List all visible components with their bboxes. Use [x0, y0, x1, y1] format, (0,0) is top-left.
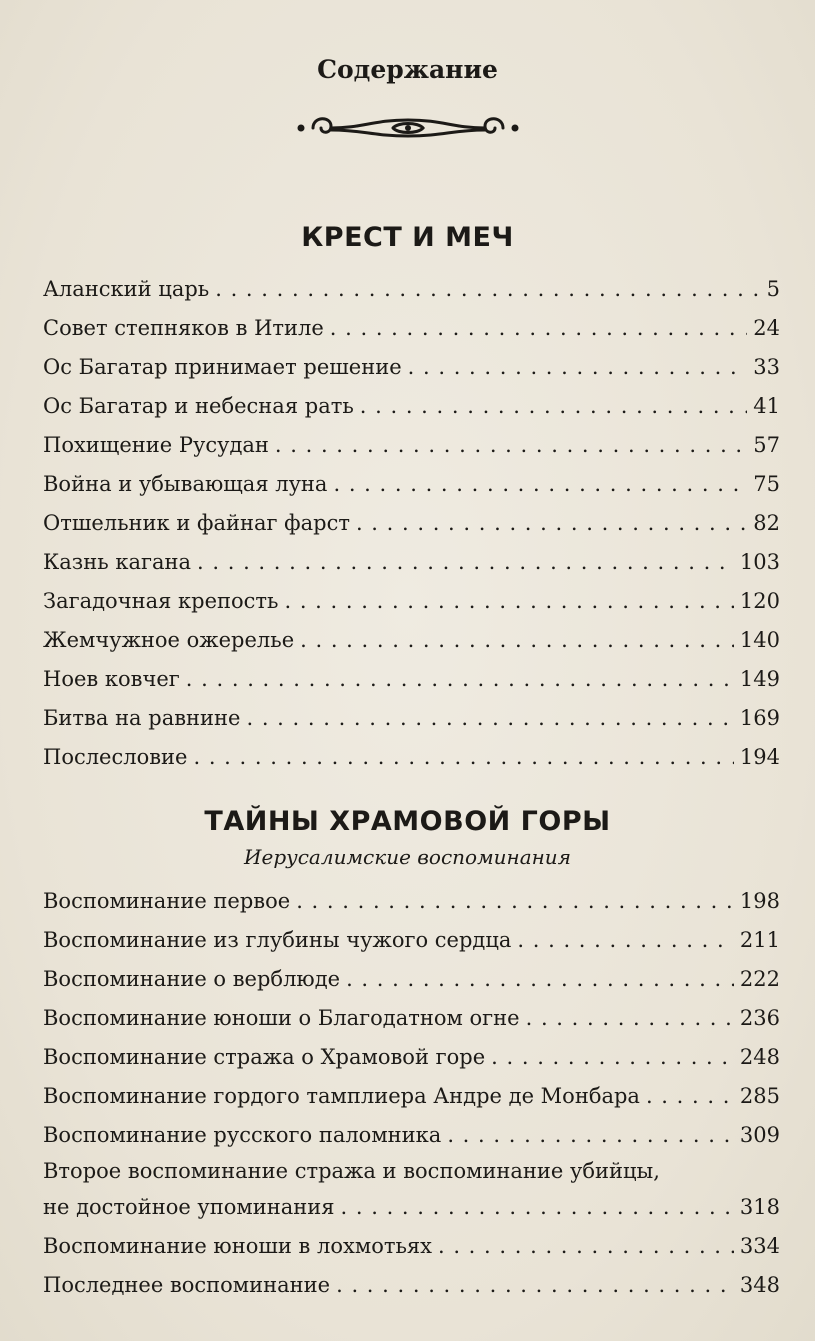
- toc-entry[interactable]: [43, 882, 780, 921]
- toc-entry-title: Похищение Русудан: [43, 433, 269, 457]
- dot-leader: [296, 882, 734, 921]
- dot-leader: [491, 1038, 734, 1077]
- toc-entry[interactable]: [43, 1155, 780, 1227]
- dot-leader: [246, 699, 733, 738]
- dot-leader: [408, 348, 748, 387]
- toc-entry-page: 75: [753, 472, 780, 496]
- toc-entry-title: Казнь кагана: [43, 550, 192, 574]
- toc-entry[interactable]: [43, 1038, 780, 1077]
- toc-entry-title: Последнее воспоминание: [43, 1273, 331, 1297]
- toc-entry-title: Ноев ковчег: [43, 667, 180, 691]
- toc-entry-title: Жемчужное ожерелье: [43, 628, 295, 652]
- ornament-divider-icon: [293, 108, 523, 148]
- toc-entry-title: Воспоминание русского паломника: [43, 1123, 442, 1147]
- toc-entry[interactable]: [43, 1116, 780, 1155]
- dot-leader: [300, 621, 734, 660]
- toc-entry-title: Воспоминание гордого тамплиера Андре де Монбара: [43, 1084, 640, 1108]
- toc-entry-title: Воспоминание стража о Храмовой горе: [43, 1045, 486, 1069]
- dot-leader: [438, 1227, 734, 1266]
- toc-entry-title: Ос Багатар и небесная рать: [43, 394, 354, 418]
- toc-entry-page: 318: [739, 1195, 780, 1219]
- toc-entry[interactable]: [43, 921, 780, 960]
- toc-entry-title: Ос Багатар принимает решение: [43, 355, 402, 379]
- toc-entry[interactable]: [43, 582, 780, 621]
- toc-entry-page: 120: [739, 589, 780, 613]
- dot-leader: [333, 465, 747, 504]
- toc-entry[interactable]: [43, 1227, 780, 1266]
- toc-entry[interactable]: [43, 348, 780, 387]
- toc-entry-page: 169: [739, 706, 780, 730]
- toc-entry-title: Загадочная крепость: [43, 589, 279, 613]
- toc-entry[interactable]: [43, 270, 780, 309]
- toc-list-section-2: [43, 882, 780, 1305]
- toc-entry[interactable]: [43, 1077, 780, 1116]
- toc-entry-page: 140: [739, 628, 780, 652]
- toc-entry[interactable]: [43, 999, 780, 1038]
- dot-leader: [526, 999, 734, 1038]
- toc-entry-page: 194: [739, 745, 780, 769]
- toc-entry-page: 236: [739, 1006, 780, 1030]
- toc-entry[interactable]: [43, 309, 780, 348]
- toc-entry-page: 57: [753, 433, 780, 457]
- dot-leader: [356, 504, 747, 543]
- toc-entry-page: 198: [739, 889, 780, 913]
- section-title-tainy-hramovoy-gory: ТАЙНЫ ХРАМОВОЙ ГОРЫ: [204, 806, 611, 837]
- toc-entry-title: Воспоминание о верблюде: [43, 967, 341, 991]
- toc-entry-title: Воспоминание из глубины чужого сердца: [43, 928, 512, 952]
- toc-entry-title: Война и убывающая луна: [43, 472, 328, 496]
- toc-entry[interactable]: [43, 465, 780, 504]
- toc-entry-page: 248: [739, 1045, 780, 1069]
- toc-entry-title: Совет степняков в Итиле: [43, 316, 324, 340]
- toc-entry-title-line2: не достойное упоминания: [43, 1195, 335, 1219]
- toc-entry-page: 149: [739, 667, 780, 691]
- toc-entry[interactable]: [43, 426, 780, 465]
- toc-entry[interactable]: [43, 621, 780, 660]
- toc-entry-title: Воспоминание юноши о Благодатном огне: [43, 1006, 520, 1030]
- dot-leader: [360, 387, 748, 426]
- page-title: Содержание: [317, 55, 498, 84]
- toc-entry-page: 82: [753, 511, 780, 535]
- toc-entry-page: 5: [766, 277, 780, 301]
- dot-leader: [275, 426, 747, 465]
- toc-list-section-1: [43, 270, 780, 777]
- dot-leader: [346, 960, 734, 999]
- toc-entry-title: Послесловие: [43, 745, 188, 769]
- toc-entry[interactable]: [43, 660, 780, 699]
- toc-entry-title: Аланский царь: [43, 277, 210, 301]
- dot-leader: [284, 582, 733, 621]
- toc-entry-page: 24: [753, 316, 780, 340]
- toc-entry[interactable]: [43, 699, 780, 738]
- toc-entry-title: Воспоминание первое: [43, 889, 291, 913]
- toc-entry-page: 309: [739, 1123, 780, 1147]
- toc-entry-page: 334: [739, 1234, 780, 1258]
- toc-entry-title-line1: Второе воспоминание стража и воспоминание убийцы,: [43, 1159, 660, 1183]
- dot-leader: [646, 1077, 734, 1116]
- toc-entry-page: 222: [739, 967, 780, 991]
- dot-leader: [193, 738, 733, 777]
- toc-entry-title: Битва на равнине: [43, 706, 241, 730]
- toc-entry[interactable]: [43, 1266, 780, 1305]
- toc-entry-page: 103: [739, 550, 780, 574]
- toc-entry-title: Воспоминание юноши в лохмотьях: [43, 1234, 432, 1258]
- dot-leader: [341, 1187, 734, 1227]
- dot-leader: [330, 309, 748, 348]
- toc-entry[interactable]: [43, 543, 780, 582]
- toc-entry[interactable]: [43, 387, 780, 426]
- dot-leader: [517, 921, 734, 960]
- toc-entry-page: 285: [739, 1084, 780, 1108]
- dot-leader: [186, 660, 734, 699]
- dot-leader: [336, 1266, 734, 1305]
- toc-entry-page: 211: [739, 928, 780, 952]
- toc-entry-page: 348: [739, 1273, 780, 1297]
- toc-entry[interactable]: [43, 504, 780, 543]
- toc-entry-page: 41: [753, 394, 780, 418]
- dot-leader: [447, 1116, 734, 1155]
- toc-entry-page: 33: [753, 355, 780, 379]
- dot-leader: [215, 270, 760, 309]
- section-subtitle: Иерусалимские воспоминания: [244, 845, 571, 869]
- toc-entry[interactable]: [43, 738, 780, 777]
- section-title-krest-i-mech: КРЕСТ И МЕЧ: [301, 222, 514, 253]
- toc-entry[interactable]: [43, 960, 780, 999]
- dot-leader: [197, 543, 734, 582]
- toc-entry-title: Отшельник и файнаг фарст: [43, 511, 350, 535]
